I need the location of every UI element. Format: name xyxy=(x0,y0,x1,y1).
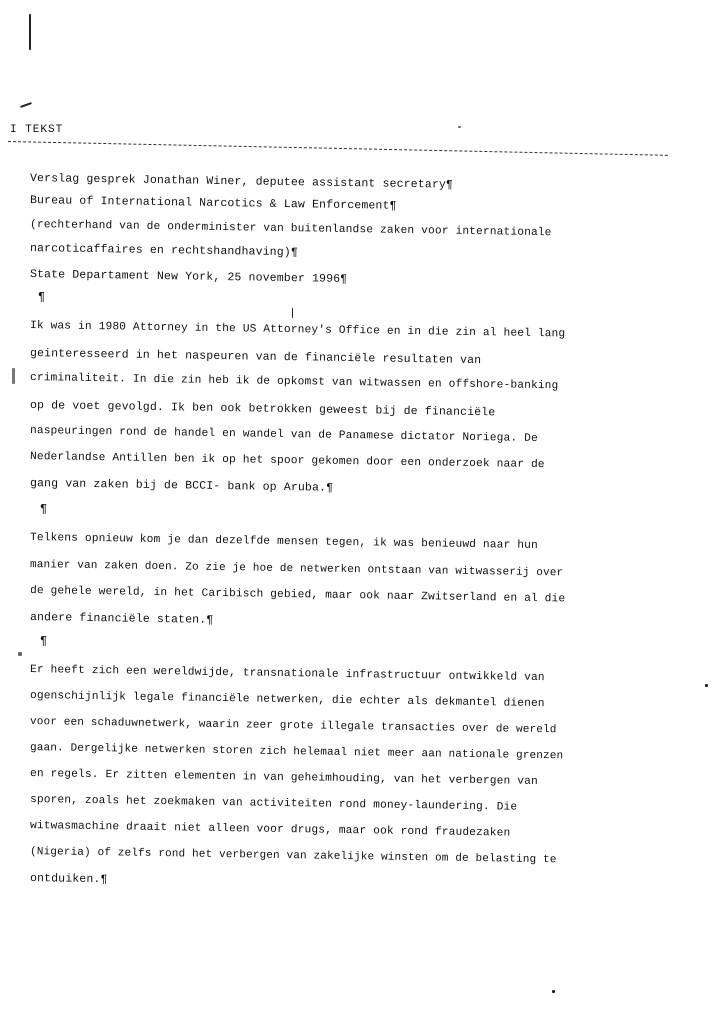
body-line: Nederlandse Antillen ben ik op het spoor gekomen door een onderzoek naar de xyxy=(29,451,545,472)
body-line: sporen, zoals het zoekmaken van activiteiten rond money-laundering. Die xyxy=(29,794,518,814)
scan-mark xyxy=(705,684,708,687)
document-header-label: I TEKST xyxy=(10,124,64,136)
heading-line: narcoticaffaires en rechtshandhaving)¶ xyxy=(29,242,299,260)
scan-mark xyxy=(552,990,555,993)
body-line: criminaliteit. In die zin heb ik de opkomst van witwassen en offshore-banking xyxy=(29,372,559,393)
dashed-divider xyxy=(8,141,668,156)
heading-line: Verslag gesprek Jonathan Winer, deputee assistant secretary¶ xyxy=(29,172,454,192)
scan-mark xyxy=(18,652,22,656)
scan-mark xyxy=(20,102,32,108)
scan-mark xyxy=(458,126,461,128)
body-line: manier van zaken doen. Zo zie je hoe de netwerken ontstaan van witwasserij over xyxy=(29,559,564,580)
scan-mark xyxy=(292,308,293,318)
heading-line: (rechterhand van de onderminister van buitenlandse zaken voor internationale xyxy=(29,219,552,240)
scan-mark xyxy=(29,14,31,50)
empty-paragraph-mark: ¶ xyxy=(38,290,46,304)
body-line: naspeuringen rond de handel en wandel van de Panamese dictator Noriega. De xyxy=(29,425,538,445)
body-line: (Nigeria) of zelfs rond het verbergen van zakelijke winsten om de belasting te xyxy=(29,846,557,867)
empty-paragraph-mark: ¶ xyxy=(40,502,48,516)
body-line: Telkens opnieuw kom je dan dezelfde mensen tegen, ik was benieuwd naar hun xyxy=(29,532,538,552)
body-line: voor een schaduwnetwerk, waarin zeer grote illegale transacties over de wereld xyxy=(29,716,557,737)
body-line: witwasmachine draait niet alleen voor drugs, maar ook rond fraudezaken xyxy=(29,820,511,840)
body-line: Ik was in 1980 Attorney in the US Attorney's Office en in die zin al heel lang xyxy=(29,320,566,341)
scan-mark xyxy=(12,368,15,384)
body-line: gaan. Dergelijke netwerken storen zich helemaal niet meer aan nationale grenzen xyxy=(29,742,564,763)
body-line: gang van zaken bij de BCCI- bank op Aruba.¶ xyxy=(29,477,334,495)
body-line: ogenschijnlijk legale financiële netwerken, die echter als dekmantel dienen xyxy=(29,690,545,711)
body-line: geinteresseerd in het naspeuren van de financiële resultaten van xyxy=(29,347,482,368)
body-line: andere financiële staten.¶ xyxy=(29,611,214,627)
body-line: op de voet gevolgd. Ik ben ook betrokken geweest bij de financiële xyxy=(29,399,496,420)
body-line: ontduiken.¶ xyxy=(29,872,108,887)
empty-paragraph-mark: ¶ xyxy=(40,634,48,648)
heading-line: Bureau of International Narcotics & Law Enforcement¶ xyxy=(29,194,397,213)
heading-line: State Departament New York, 25 november 1996¶ xyxy=(29,268,348,286)
body-line: en regels. Er zitten elementen in van geheimhouding, van het verbergen van xyxy=(29,768,538,788)
body-line: de gehele wereld, in het Caribisch gebied, maar ook naar Zwitserland en al die xyxy=(29,585,566,606)
body-line: Er heeft zich een wereldwijde, transnationale infrastructuur ontwikkeld van xyxy=(29,664,545,685)
